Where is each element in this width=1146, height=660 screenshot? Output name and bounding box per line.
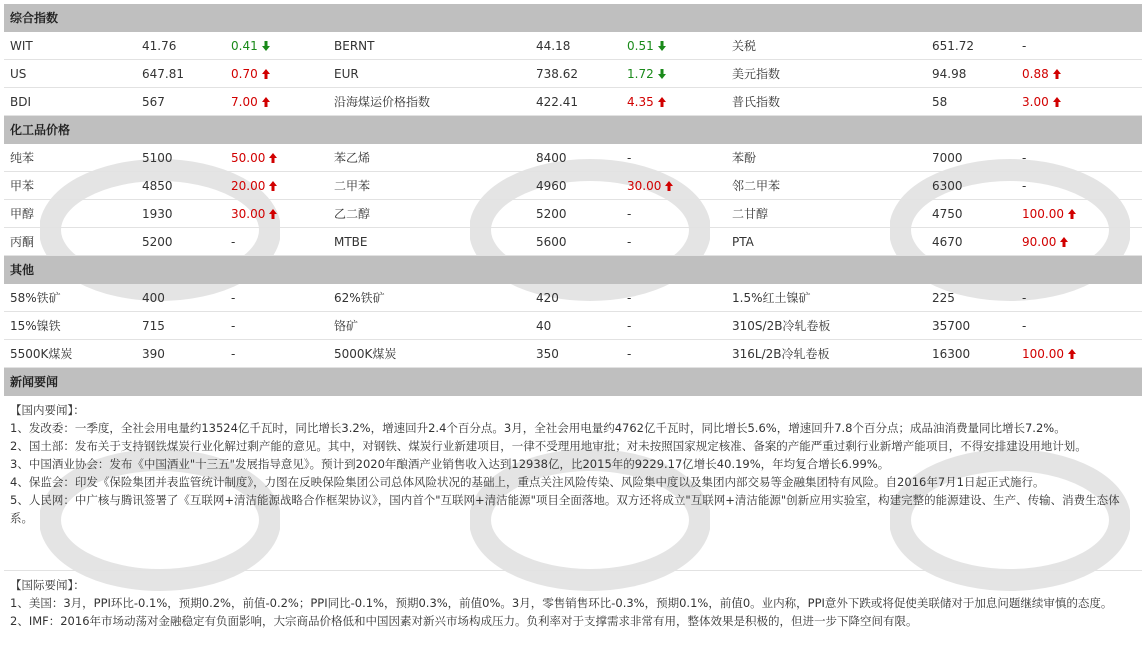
domestic-news-heading: 【国内要闻】： [10,403,85,417]
item-change [231,60,270,88]
item-change-value: - [1022,39,1027,53]
section-header-others: 其他 [4,256,1142,284]
item-name: 15%镍铁 [10,319,61,333]
item-price: 58 [932,95,948,109]
item-price: 5100 [142,151,173,165]
item-change [627,312,631,340]
item-change [231,228,235,256]
item-change-value: 0.88 [1022,67,1049,81]
arrow-down-icon [262,41,270,51]
item-change-value: - [231,319,236,333]
item-change-value: 30.00 [627,179,662,193]
item-change [627,228,631,256]
item-change-value: - [627,151,632,165]
item-price: 41.76 [142,39,177,53]
item-name: 关税 [732,39,757,53]
item-change-value: - [231,235,236,249]
item-change-value: - [627,207,632,221]
news-item: 2、国土部：发布关于支持钢铁煤炭行业化解过剩产能的意见。其中，对钢铁、煤炭行业新建项目，一律不受理用地审批；对未按照国家规定核准、备案的产能严重过剩行业新增产能项目，不得安排建设用地计划。 [10,439,1087,453]
item-price: 738.62 [536,67,578,81]
item-change [627,200,631,228]
item-change [1022,312,1026,340]
item-change-value: 7.00 [231,95,258,109]
item-price: 4960 [536,179,567,193]
item-name: 美元指数 [732,67,781,81]
arrow-up-icon [1068,349,1076,359]
item-price: 1930 [142,207,173,221]
item-price: 420 [536,291,559,305]
item-price: 715 [142,319,165,333]
item-change [1022,88,1061,116]
item-name: 5500K煤炭 [10,347,73,361]
item-price: 225 [932,291,955,305]
item-name: 5000K煤炭 [334,347,397,361]
item-name: 邻二甲苯 [732,179,781,193]
item-price: 4850 [142,179,173,193]
news-divider [4,570,1142,571]
item-price: 4670 [932,235,963,249]
arrow-up-icon [1068,209,1076,219]
table-row [4,284,1142,312]
item-change [231,284,235,312]
arrow-up-icon [269,209,277,219]
item-name: WIT [10,39,33,53]
item-price: 94.98 [932,67,967,81]
table-row [4,340,1142,368]
item-name: 乙二醇 [334,207,371,221]
item-name: 苯酚 [732,151,757,165]
item-change [1022,32,1026,60]
item-name: 丙酮 [10,235,35,249]
arrow-up-icon [1053,69,1061,79]
item-name: 二甘醇 [732,207,769,221]
domestic-news-block [4,401,1142,527]
item-price: 400 [142,291,165,305]
item-price: 16300 [932,347,971,361]
item-change [627,32,666,60]
arrow-up-icon [1053,97,1061,107]
item-change [627,60,666,88]
item-change-value: 0.51 [627,39,654,53]
item-change [231,172,277,200]
section-header-news: 新闻要闻 [4,368,1142,396]
item-name: 58%铁矿 [10,291,61,305]
item-change-value: 4.35 [627,95,654,109]
item-name: MTBE [334,235,368,249]
item-price: 44.18 [536,39,571,53]
item-change-value: 100.00 [1022,207,1064,221]
table-row [4,172,1142,200]
item-price: 350 [536,347,559,361]
item-name: 316L/2B冷轧卷板 [732,347,830,361]
item-change-value: 20.00 [231,179,266,193]
item-change-value: 0.41 [231,39,258,53]
item-change [1022,284,1026,312]
section-header-composite-index: 综合指数 [4,4,1142,32]
table-row [4,228,1142,256]
item-change-value: - [231,347,236,361]
item-change-value: - [627,291,632,305]
arrow-up-icon [665,181,673,191]
item-change [1022,340,1076,368]
item-change-value: - [627,347,632,361]
item-change [627,340,631,368]
arrow-up-icon [269,153,277,163]
section-header-chemical-prices: 化工品价格 [4,116,1142,144]
item-change-value: 0.70 [231,67,258,81]
item-name: 310S/2B冷轧卷板 [732,319,831,333]
item-change-value: - [1022,291,1027,305]
item-name: US [10,67,27,81]
news-item: 4、保监会：印发《保险集团并表监管统计制度》，力图在反映保险集团公司总体风险状况的基础上，重点关注风险传染、风险集中度以及集团内部交易等金融集团特有风险。自2016年7月1日起正式施行。 [10,475,1045,489]
item-change [627,172,673,200]
item-name: PTA [732,235,754,249]
item-name: 甲醇 [10,207,35,221]
item-change [1022,144,1026,172]
item-name: 1.5%红土镍矿 [732,291,811,305]
table-row [4,60,1142,88]
item-change [231,312,235,340]
item-change [231,144,277,172]
news-item: 3、中国酒业协会：发布《中国酒业"十三五"发展指导意见》。预计到2020年酿酒产业销售收入达到12938亿，比2015年的9229.17亿增长40.19%，年均复合增长6.99%。 [10,457,890,471]
arrow-up-icon [658,97,666,107]
table-row [4,312,1142,340]
item-price: 8400 [536,151,567,165]
arrow-up-icon [262,97,270,107]
item-change [231,200,277,228]
item-name: BDI [10,95,32,109]
item-price: 390 [142,347,165,361]
table-row [4,88,1142,116]
item-change-value: - [1022,179,1027,193]
item-price: 7000 [932,151,963,165]
item-price: 647.81 [142,67,184,81]
item-change-value: 100.00 [1022,347,1064,361]
item-name: 沿海煤运价格指数 [334,95,431,109]
arrow-up-icon [262,69,270,79]
item-name: EUR [334,67,359,81]
item-price: 422.41 [536,95,578,109]
item-name: 二甲苯 [334,179,371,193]
item-change [1022,200,1076,228]
item-price: 4750 [932,207,963,221]
item-name: 纯苯 [10,151,35,165]
item-name: BERNT [334,39,375,53]
arrow-up-icon [269,181,277,191]
item-price: 6300 [932,179,963,193]
item-price: 5200 [536,207,567,221]
table-row [4,32,1142,60]
item-price: 651.72 [932,39,974,53]
international-news-block [4,576,1142,630]
item-name: 苯乙烯 [334,151,371,165]
arrow-down-icon [658,41,666,51]
news-item: 1、发改委：一季度，全社会用电量约13524亿千瓦时，同比增长3.2%，增速回升2.4个百分点。3月，全社会用电量约4762亿千瓦时，同比增长5.6%，增速回升7.8个百分点；成品油消费量同比增长7.2%。 [10,421,1066,435]
item-change [627,284,631,312]
item-change [231,340,235,368]
item-price: 5600 [536,235,567,249]
item-change-value: 1.72 [627,67,654,81]
item-price: 35700 [932,319,971,333]
news-item: 2、IMF：2016年市场动荡对金融稳定有负面影响，大宗商品价格低和中国因素对新兴市场构成压力。负利率对于支撑需求非常有用，整体效果是积极的，但进一步下降空间有限。 [10,614,918,628]
item-change-value: 30.00 [231,207,266,221]
item-change-value: - [627,319,632,333]
item-change-value: - [1022,151,1027,165]
item-change-value: 50.00 [231,151,266,165]
item-change-value: - [231,291,236,305]
news-item: 1、美国：3月，PPI环比-0.1%，预期0.2%，前值-0.2%；PPI同比-0.1%，预期0.3%，前值0%。3月，零售销售环比-0.3%，预期0.1%，前值0。业内称，PPI意外下跌或将促使美联储对于加息问题继续审慎的态度。 [10,596,1113,610]
item-name: 62%铁矿 [334,291,385,305]
item-change [627,144,631,172]
item-change [1022,228,1068,256]
item-change [231,88,270,116]
arrow-down-icon [658,69,666,79]
item-price: 5200 [142,235,173,249]
item-change-value: - [627,235,632,249]
news-item: 5、人民网：中广核与腾讯签署了《互联网+清洁能源战略合作框架协议》，国内首个"互联网+清洁能源"项目全面落地。双方还将成立"互联网+清洁能源"创新应用实验室，构建完整的能源建设、生产、传输、消费生态体系。 [10,493,1120,525]
table-row [4,144,1142,172]
item-name: 铬矿 [334,319,359,333]
arrow-up-icon [1060,237,1068,247]
item-price: 567 [142,95,165,109]
item-change [627,88,666,116]
item-change [1022,172,1026,200]
international-news-heading: 【国际要闻】： [10,578,85,592]
item-change-value: 90.00 [1022,235,1057,249]
item-change-value: - [1022,319,1027,333]
item-change [231,32,270,60]
item-change [1022,60,1061,88]
item-name: 甲苯 [10,179,35,193]
item-price: 40 [536,319,552,333]
table-row [4,200,1142,228]
item-name: 普氏指数 [732,95,781,109]
item-change-value: 3.00 [1022,95,1049,109]
